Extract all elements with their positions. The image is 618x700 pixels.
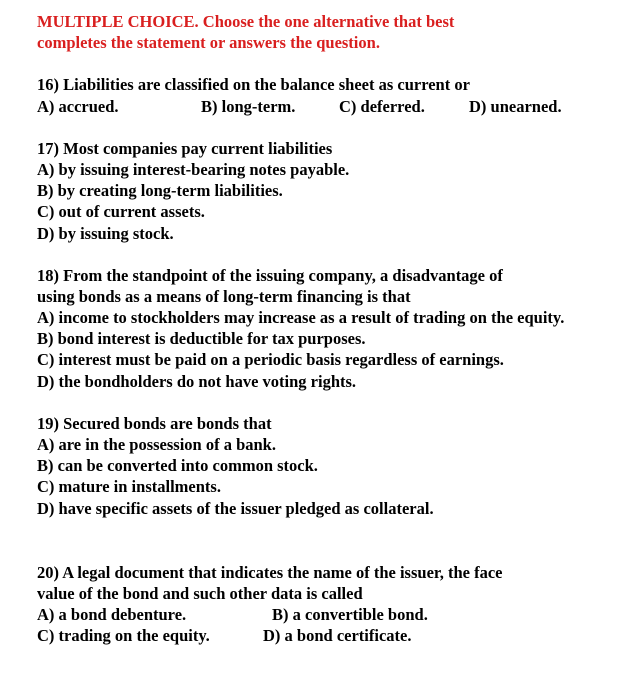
option-b: B) can be converted into common stock.: [37, 456, 318, 476]
option-b: B) bond interest is deductible for tax purposes.: [37, 329, 366, 349]
question-stem: 16) Liabilities are classified on the balance sheet as current or: [37, 75, 470, 95]
option-d: D) have specific assets of the issuer pledged as collateral.: [37, 498, 434, 518]
options-row: [37, 96, 607, 117]
option-b: B) long-term.: [201, 96, 296, 116]
section-header: [37, 11, 607, 53]
option-a: A) a bond debenture.: [37, 605, 187, 625]
option-a: A) by issuing interest-bearing notes payable.: [37, 159, 350, 179]
question-stem-line-2: using bonds as a means of long-term financing is that: [37, 286, 411, 306]
option-b: B) by creating long-term liabilities.: [37, 181, 283, 201]
option-c: C) mature in installments.: [37, 477, 221, 497]
option-c: C) interest must be paid on a periodic basis regardless of earnings.: [37, 350, 504, 370]
question-stem-line-1: 18) From the standpoint of the issuing company, a disadvantage of: [37, 265, 503, 285]
question-stem: 17) Most companies pay current liabilities: [37, 138, 333, 158]
question-16: [37, 74, 607, 116]
option-c: C) trading on the equity.: [37, 626, 210, 646]
option-c: C) deferred.: [339, 96, 425, 116]
question-18: [37, 265, 607, 392]
header-line-1: MULTIPLE CHOICE. Choose the one alternative that best: [37, 12, 455, 31]
header-line-2: completes the statement or answers the question.: [37, 33, 380, 53]
question-17: [37, 138, 607, 244]
options-row: [37, 625, 607, 646]
options-row: [37, 604, 607, 625]
option-d: D) a bond certificate.: [263, 626, 412, 646]
option-a: A) income to stockholders may increase as a result of trading on the equity.: [37, 308, 565, 328]
question-stem-line-2: value of the bond and such other data is called: [37, 583, 363, 603]
question-stem: 19) Secured bonds are bonds that: [37, 413, 272, 433]
document-page: [37, 11, 607, 668]
question-stem-line-1: 20) A legal document that indicates the name of the issuer, the face: [37, 562, 503, 582]
option-d: D) the bondholders do not have voting rights.: [37, 371, 357, 391]
question-20: [37, 562, 607, 647]
option-a: A) accrued.: [37, 96, 119, 116]
option-d: D) unearned.: [469, 96, 562, 116]
option-a: A) are in the possession of a bank.: [37, 435, 276, 455]
question-19: [37, 413, 607, 519]
option-b: B) a convertible bond.: [272, 605, 428, 625]
option-d: D) by issuing stock.: [37, 223, 174, 243]
option-c: C) out of current assets.: [37, 202, 205, 222]
